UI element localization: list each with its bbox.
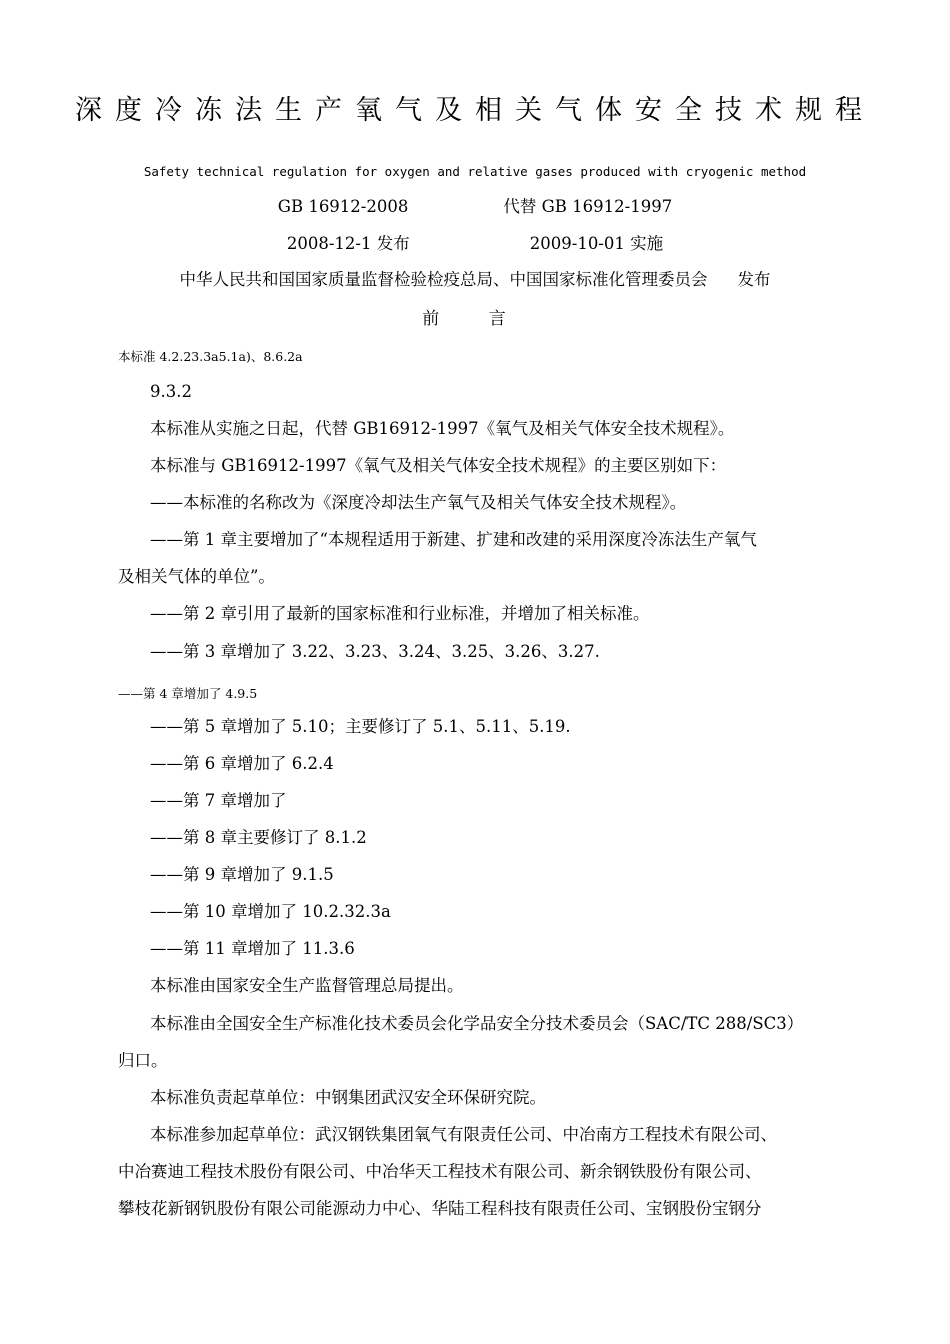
english-subtitle: Safety technical regulation for oxygen and relative gases produced with cryogenic method (143, 164, 807, 179)
preface-heading: 前 言 (422, 309, 528, 329)
text-line: 本标准由全国安全生产标准化技术委员会化学品安全分技术委员会（SAC/TC 288/SC3） (150, 1014, 804, 1033)
issuer-suffix: 发布 (737, 270, 771, 289)
text-line: 中冶赛迪工程技术股份有限公司、中冶华天工程技术有限公司、新余钢铁股份有限公司、 (118, 1162, 762, 1181)
text-line: ——第 2 章引用了最新的国家标准和行业标准，并增加了相关标准。 (150, 604, 650, 623)
effective-date: 2009-10-01 实施 (529, 234, 664, 253)
dates-row (0, 230, 950, 254)
text-line: 本标准负责起草单位：中钢集团武汉安全环保研究院。 (150, 1088, 546, 1107)
standard-number: GB 16912-2008 (277, 197, 409, 216)
issuer-row (0, 266, 950, 290)
text-line: ——第 11 章增加了 11.3.6 (150, 939, 355, 958)
text-line: ——第 6 章增加了 6.2.4 (150, 754, 334, 773)
replaces-standard: 代替 GB 16912-1997 (503, 197, 673, 216)
standard-number-row (0, 193, 950, 217)
text-line: 本标准 4.2.23.3a5.1a)、8.6.2a (118, 349, 303, 364)
text-line: 及相关气体的单位”。 (118, 567, 275, 586)
text-line: ——第 10 章增加了 10.2.32.3a (150, 902, 391, 921)
text-line: ——第 7 章增加了 (150, 791, 287, 810)
text-line: 本标准与 GB16912-1997《氧气及相关气体安全技术规程》的主要区别如下： (150, 456, 727, 475)
text-line: 9.3.2 (150, 382, 192, 401)
text-line: ——本标准的名称改为《深度冷却法生产氧气及相关气体安全技术规程》。 (150, 493, 687, 512)
text-line: ——第 3 章增加了 3.22、3.23、3.24、3.25、3.26、3.27. (150, 642, 600, 661)
text-line: 本标准由国家安全生产监督管理总局提出。 (150, 976, 464, 995)
text-line: 攀枝花新钢钒股份有限公司能源动力中心、华陆工程科技有限责任公司、宝钢股份宝钢分 (118, 1199, 762, 1218)
text-line: ——第 5 章增加了 5.10；主要修订了 5.1、5.11、5.19. (150, 717, 571, 736)
text-line: ——第 8 章主要修订了 8.1.2 (150, 828, 367, 847)
text-line: ——第 4 章增加了 4.9.5 (118, 686, 258, 701)
publish-date: 2008-12-1 发布 (286, 234, 410, 253)
document-title: 深度冷冻法生产氧气及相关气体安全技术规程 (75, 95, 875, 126)
issuer: 中华人民共和国国家质量监督检验检疫总局、中国国家标准化管理委员会 (179, 270, 708, 289)
text-line: ——第 9 章增加了 9.1.5 (150, 865, 334, 884)
text-line: 归口。 (118, 1051, 168, 1070)
text-line: 本标准从实施之日起，代替 GB16912-1997《氧气及相关气体安全技术规程》。 (150, 419, 735, 438)
text-line: 本标准参加起草单位：武汉钢铁集团氧气有限责任公司、中冶南方工程技术有限公司、 (150, 1125, 777, 1144)
text-line: ——第 1 章主要增加了“本规程适用于新建、扩建和改建的采用深度冷冻法生产氧气 (150, 530, 757, 549)
